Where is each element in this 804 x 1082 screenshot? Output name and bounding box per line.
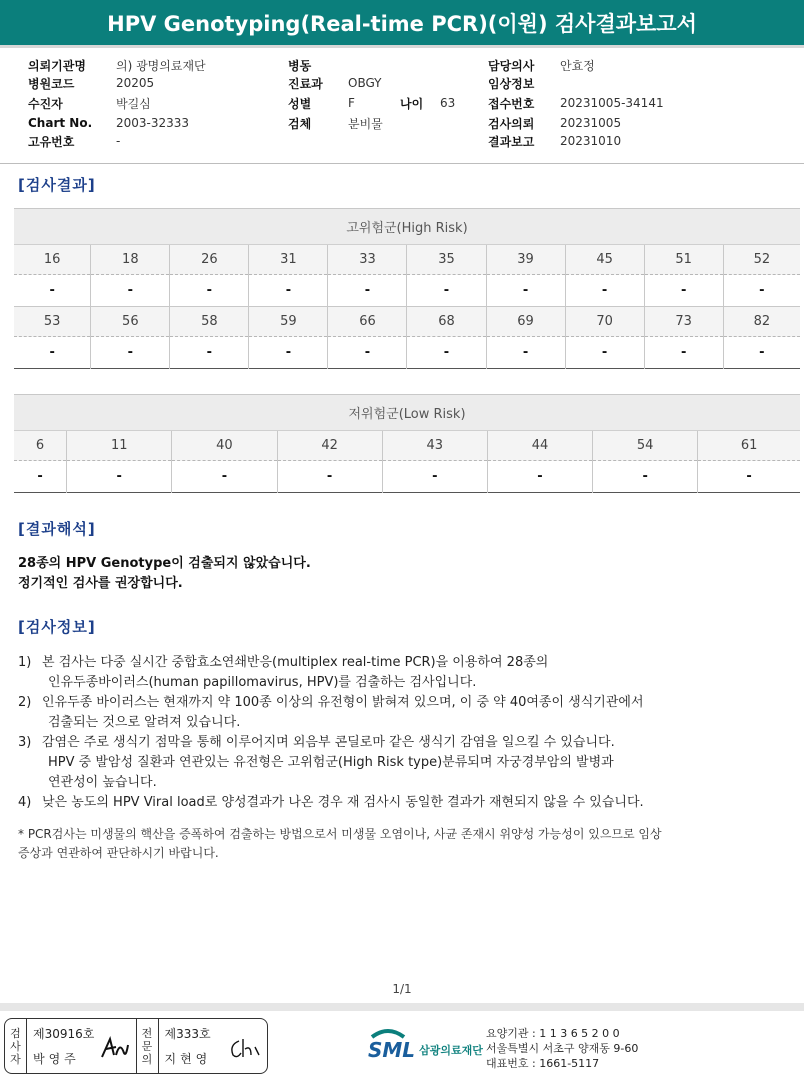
specimen-label: 검체 <box>288 116 312 131</box>
high-risk-result-cell: - <box>14 337 91 369</box>
report-value: 20231010 <box>560 134 622 148</box>
low-risk-table <box>14 394 800 493</box>
test-info-item <box>18 653 798 693</box>
high-risk-type-cell: 56 <box>91 307 170 337</box>
high-risk-type-cell: 82 <box>723 307 800 337</box>
result-section-title: [검사결과] <box>18 176 96 194</box>
high-risk-type-cell: 35 <box>407 245 486 275</box>
specialist-name: 지현영 <box>164 1052 212 1066</box>
low-risk-result-cell: - <box>593 461 698 493</box>
chart-value: 2003-32333 <box>116 116 190 130</box>
test-info-item-number: 3) <box>18 735 32 750</box>
high-risk-result-cell: - <box>170 337 249 369</box>
test-info-item <box>18 793 798 813</box>
interpretation-section-title: [결과해석] <box>18 520 96 538</box>
page-number: 1/1 <box>392 982 412 996</box>
interpretation-text <box>18 554 311 594</box>
footer-divider <box>0 1003 804 1011</box>
high-risk-result-row <box>14 275 800 307</box>
high-risk-type-cell: 51 <box>644 245 723 275</box>
specimen-value: 분비물 <box>348 116 383 131</box>
high-risk-result-cell: - <box>407 275 486 307</box>
institution-label: 의뢰기관명 <box>28 58 86 73</box>
high-risk-table <box>14 208 800 369</box>
high-risk-result-cell: - <box>565 275 644 307</box>
vertical-label-char: 사 <box>10 1039 21 1053</box>
lab-code: 요양기관 : 1 1 3 6 5 2 0 0 <box>486 1027 620 1040</box>
high-risk-type-cell: 26 <box>170 245 249 275</box>
test-info-item-number: 4) <box>18 795 32 810</box>
tester-number: 제30916호 <box>33 1027 95 1041</box>
tester-signature-icon <box>100 1035 130 1061</box>
sex-value: F <box>348 96 355 110</box>
high-risk-result-cell: - <box>91 275 170 307</box>
patient-info <box>28 56 788 152</box>
low-risk-result-row <box>14 461 800 493</box>
test-info-line: 연관성이 높습니다. <box>48 775 157 790</box>
report-label: 결과보고 <box>488 134 535 149</box>
vertical-label-char: 검 <box>10 1026 21 1040</box>
age-value: 63 <box>440 96 456 110</box>
high-risk-type-cell: 18 <box>91 245 170 275</box>
sml-logo-text: SML <box>368 1038 416 1062</box>
test-info-line: 감염은 주로 생식기 점막을 통해 이루어지며 외음부 콘딜로마 같은 생식기 감염을 일으킬 수 있습니다. <box>42 735 615 750</box>
high-risk-type-cell: 33 <box>328 245 407 275</box>
patient-value: 박길심 <box>116 96 151 111</box>
low-risk-type-cell: 43 <box>382 431 487 461</box>
hospital-code-label: 병원코드 <box>28 76 75 91</box>
high-risk-result-cell: - <box>170 275 249 307</box>
doctor-label: 담당의사 <box>488 58 535 73</box>
high-risk-type-cell: 31 <box>249 245 328 275</box>
low-risk-result-cell: - <box>14 461 67 493</box>
low-risk-type-row <box>14 431 800 461</box>
hospital-code-value: 20205 <box>116 76 155 90</box>
high-risk-type-cell: 59 <box>249 307 328 337</box>
test-info-item-number: 1) <box>18 655 32 670</box>
high-risk-type-cell: 66 <box>328 307 407 337</box>
specialist-number: 제333호 <box>164 1027 211 1041</box>
low-risk-type-cell: 61 <box>698 431 800 461</box>
institution-value: 의) 광명의료재단 <box>116 58 206 73</box>
clinical-label: 임상정보 <box>488 76 535 91</box>
unique-label: 고유번호 <box>28 134 75 149</box>
high-risk-result-cell: - <box>723 337 800 369</box>
test-info-line: 낮은 농도의 HPV Viral load로 양성결과가 나온 경우 재 검사시 동일한 결과가 재현되지 않을 수 있습니다. <box>42 795 644 810</box>
report-title: HPV Genotyping(Real-time PCR)(이원) 검사결과보고서 <box>0 0 804 48</box>
lab-logo <box>368 1024 483 1062</box>
high-risk-result-cell: - <box>91 337 170 369</box>
signature-box <box>4 1018 268 1074</box>
high-risk-result-cell: - <box>328 275 407 307</box>
low-risk-type-cell: 42 <box>277 431 382 461</box>
receipt-value: 20231005-34141 <box>560 96 664 110</box>
unique-value: - <box>116 134 121 148</box>
high-risk-result-cell: - <box>644 275 723 307</box>
high-risk-type-row <box>14 307 800 337</box>
lab-name: 삼광의료재단 <box>419 1044 483 1057</box>
test-info-item <box>18 733 798 793</box>
request-label: 검사의뢰 <box>488 116 535 131</box>
tester-cell <box>27 1019 137 1073</box>
age-label: 나이 <box>400 96 424 111</box>
low-risk-type-cell: 40 <box>172 431 277 461</box>
high-risk-title: 고위험군(High Risk) <box>14 209 800 245</box>
high-risk-result-cell: - <box>486 337 565 369</box>
low-risk-result-cell: - <box>277 461 382 493</box>
low-risk-result-cell: - <box>382 461 487 493</box>
low-risk-result-cell: - <box>172 461 277 493</box>
footnote-line: * PCR검사는 미생물의 핵산을 증폭하여 검출하는 방법으로서 미생물 오염이나, 사균 존재시 위양성 가능성이 있으므로 임상 <box>18 827 662 841</box>
tester-label <box>5 1019 27 1073</box>
specialist-label <box>137 1019 159 1073</box>
test-info-line: 본 검사는 다중 실시간 중합효소연쇄반응(multiplex real-time PCR)을 이용하여 28종의 <box>42 655 549 670</box>
dept-label: 진료과 <box>288 76 323 91</box>
vertical-label-char: 자 <box>10 1052 21 1066</box>
request-value: 20231005 <box>560 116 622 130</box>
low-risk-type-cell: 44 <box>487 431 592 461</box>
high-risk-type-cell: 69 <box>486 307 565 337</box>
test-info-line: 검출되는 것으로 알려져 있습니다. <box>48 715 241 730</box>
high-risk-result-cell: - <box>249 275 328 307</box>
high-risk-result-row <box>14 337 800 369</box>
high-risk-type-cell: 73 <box>644 307 723 337</box>
high-risk-result-cell: - <box>407 337 486 369</box>
interpretation-line: 정기적인 검사를 권장합니다. <box>18 576 183 591</box>
specialist-cell <box>159 1019 268 1073</box>
vertical-label-char: 전 <box>141 1026 153 1040</box>
high-risk-result-cell: - <box>14 275 91 307</box>
high-risk-result-cell: - <box>565 337 644 369</box>
high-risk-type-cell: 45 <box>565 245 644 275</box>
ward-label: 병동 <box>288 58 312 73</box>
high-risk-type-cell: 70 <box>565 307 644 337</box>
lab-phone: 대표번호 : 1661-5117 <box>486 1057 600 1070</box>
interpretation-line: 28종의 HPV Genotype이 검출되지 않았습니다. <box>18 556 311 571</box>
test-info-line: 인유두종바이러스(human papillomavirus, HPV)를 검출하는 검사입니다. <box>48 675 477 690</box>
specialist-signature-icon <box>227 1035 261 1061</box>
test-info-notes <box>18 653 798 813</box>
sex-label: 성별 <box>288 96 312 111</box>
low-risk-result-cell: - <box>487 461 592 493</box>
test-info-item <box>18 693 798 733</box>
high-risk-type-cell: 58 <box>170 307 249 337</box>
high-risk-type-cell: 16 <box>14 245 91 275</box>
lab-address: 서울특별시 서초구 양재동 9-60 <box>486 1042 639 1055</box>
chart-label: Chart No. <box>28 116 93 130</box>
vertical-label-char: 문 <box>141 1039 153 1053</box>
low-risk-title: 저위험군(Low Risk) <box>14 395 800 431</box>
tester-name: 박영주 <box>33 1052 80 1066</box>
high-risk-type-cell: 68 <box>407 307 486 337</box>
info-divider <box>0 163 804 164</box>
high-risk-type-cell: 52 <box>723 245 800 275</box>
doctor-value: 안효정 <box>560 58 595 73</box>
high-risk-type-cell: 39 <box>486 245 565 275</box>
pcr-footnote <box>18 825 788 863</box>
high-risk-result-cell: - <box>249 337 328 369</box>
high-risk-type-row <box>14 245 800 275</box>
patient-label: 수진자 <box>28 96 63 111</box>
test-info-section-title: [검사정보] <box>18 618 96 636</box>
low-risk-result-cell: - <box>67 461 172 493</box>
footnote-line: 증상과 연관하여 판단하시기 바랍니다. <box>18 846 219 860</box>
test-info-item-number: 2) <box>18 695 32 710</box>
lab-info <box>486 1026 638 1071</box>
low-risk-result-cell: - <box>698 461 800 493</box>
high-risk-type-cell: 53 <box>14 307 91 337</box>
high-risk-result-cell: - <box>328 337 407 369</box>
low-risk-type-cell: 6 <box>14 431 67 461</box>
test-info-line: HPV 중 발암성 질환과 연관있는 유전형은 고위험군(High Risk type)분류되며 자궁경부암의 발병과 <box>48 755 614 770</box>
receipt-label: 접수번호 <box>488 96 535 111</box>
vertical-label-char: 의 <box>141 1052 153 1066</box>
high-risk-result-cell: - <box>486 275 565 307</box>
low-risk-type-cell: 11 <box>67 431 172 461</box>
high-risk-result-cell: - <box>723 275 800 307</box>
dept-value: OBGY <box>348 76 382 90</box>
low-risk-type-cell: 54 <box>593 431 698 461</box>
high-risk-result-cell: - <box>644 337 723 369</box>
test-info-line: 인유두종 바이러스는 현재까지 약 100종 이상의 유전형이 밝혀져 있으며, 이 중 약 40여종이 생식기관에서 <box>42 695 644 710</box>
